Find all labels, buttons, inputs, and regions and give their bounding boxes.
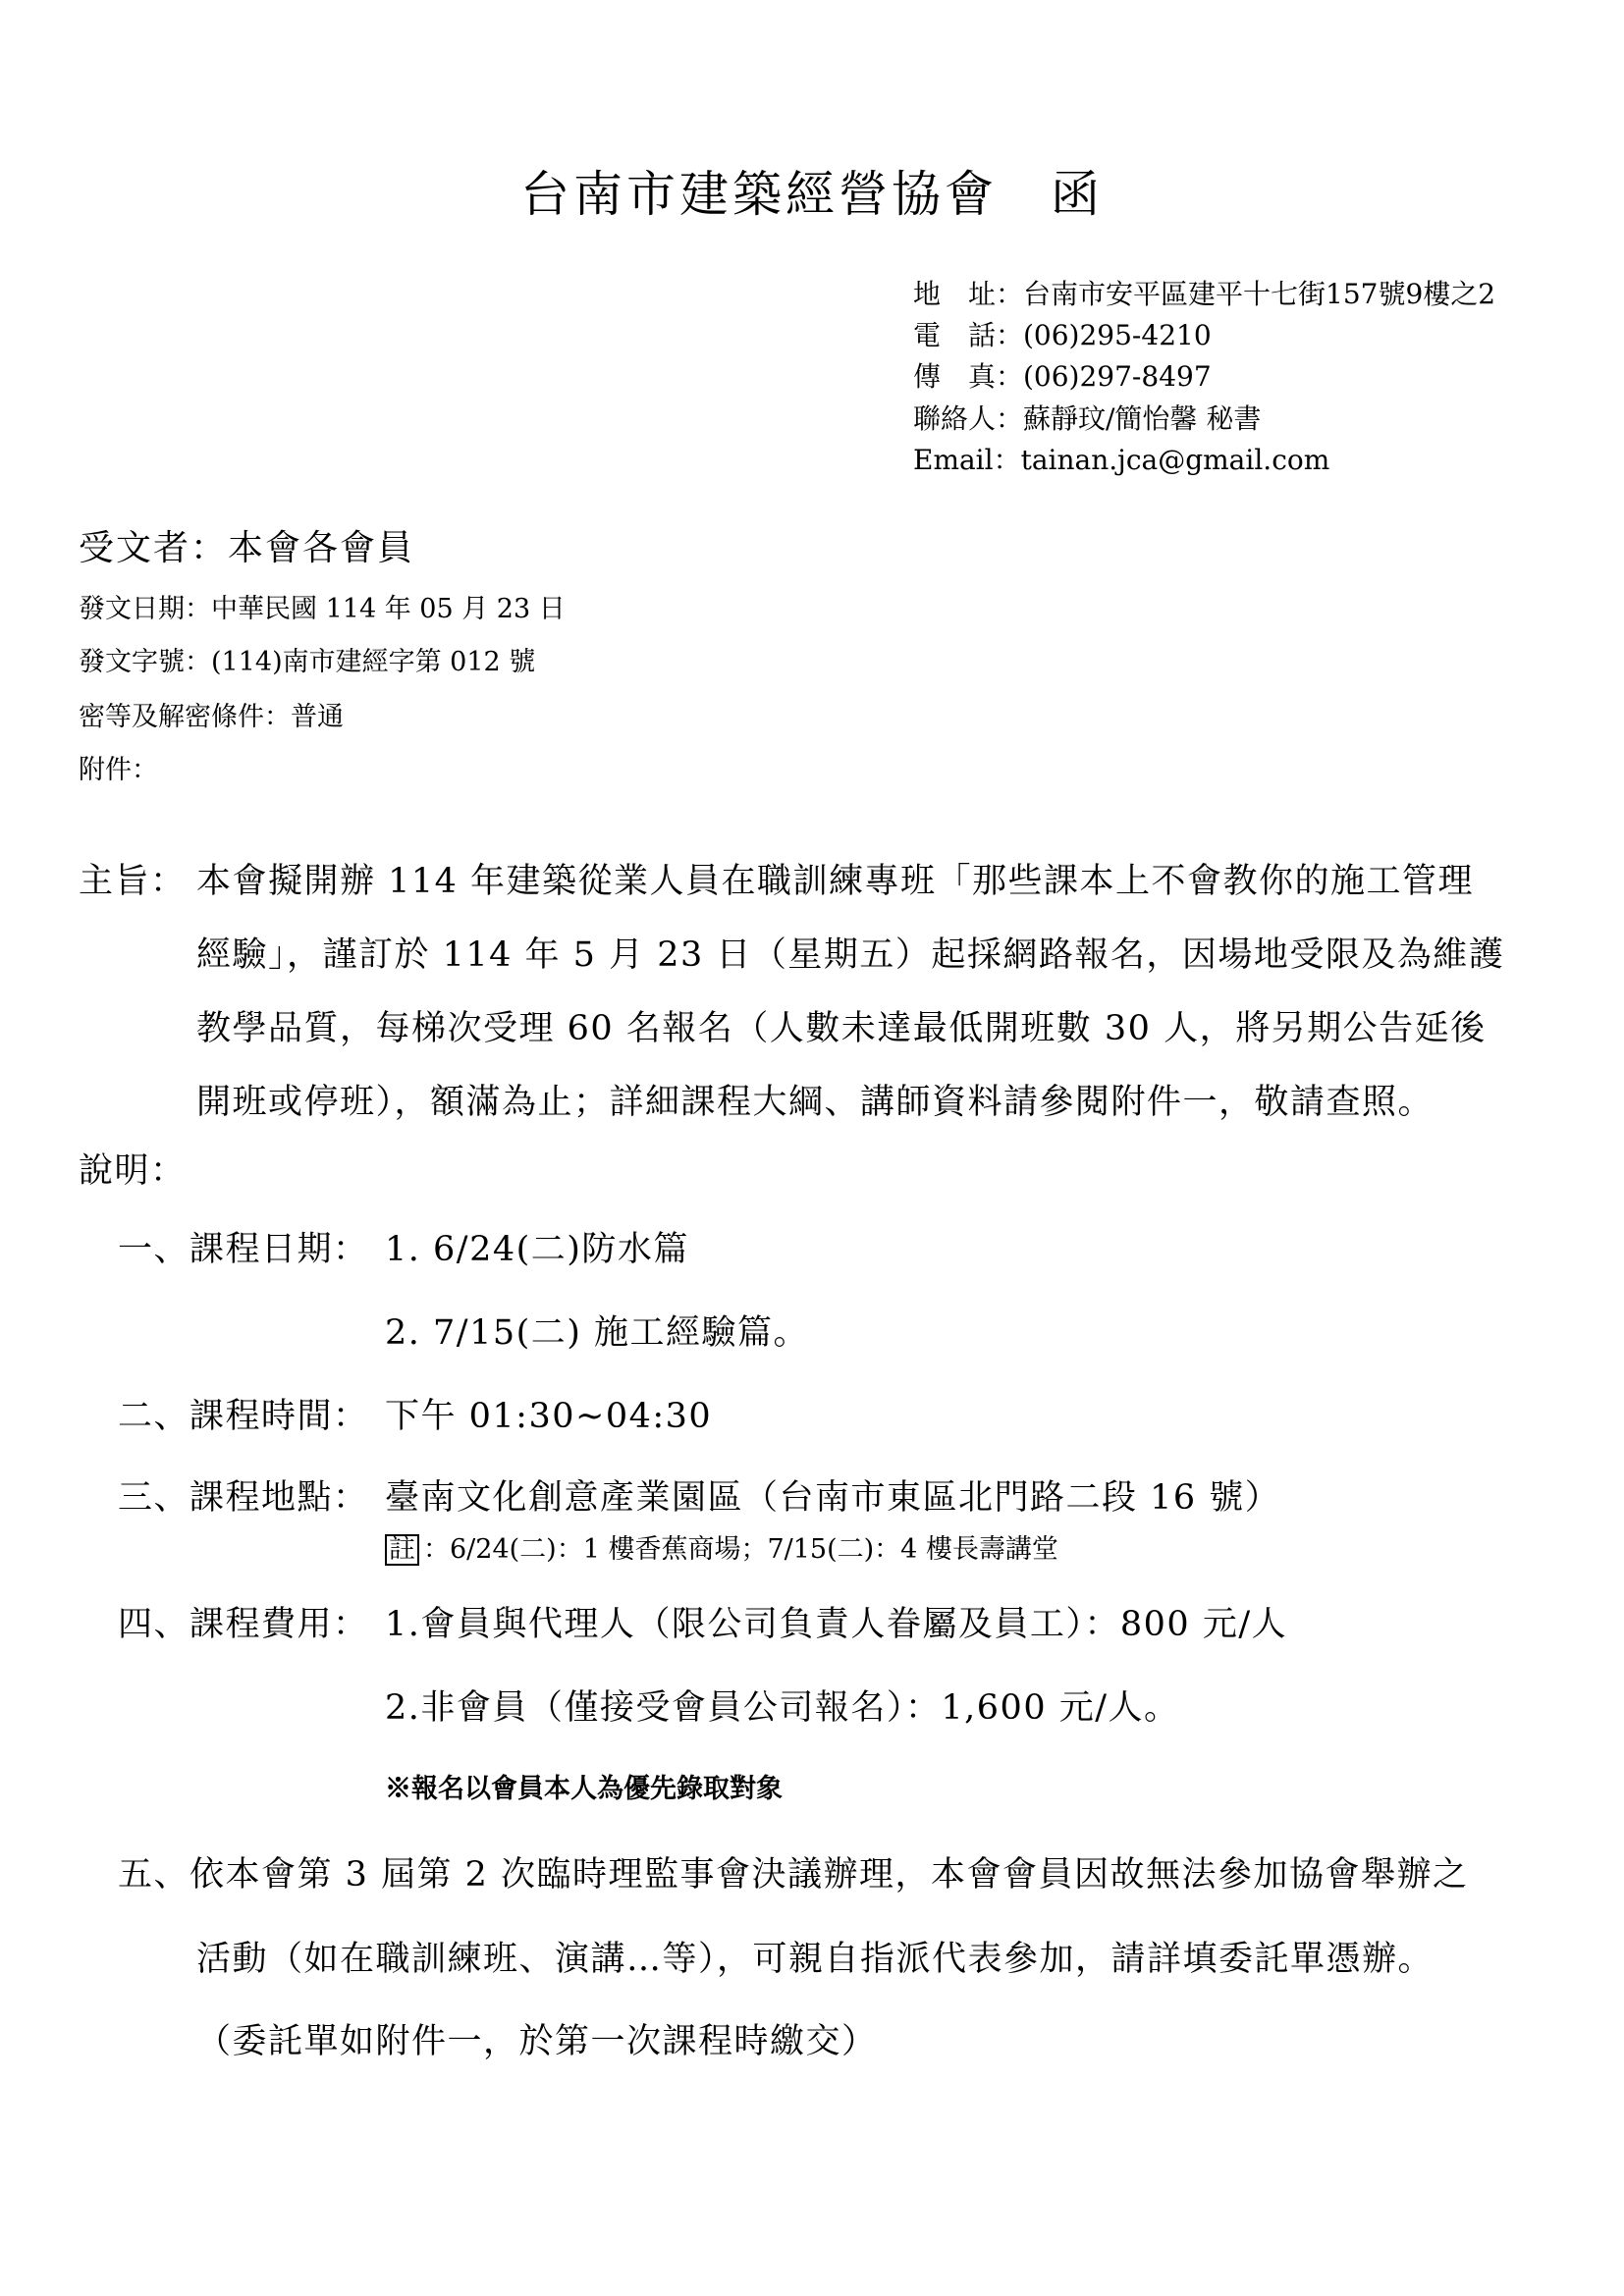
note-mark: 註	[385, 1534, 419, 1566]
course-place: 臺南文化創意產業園區（台南市東區北門路二段 16 號）	[385, 1478, 1281, 1518]
attachment-label: 附件：	[79, 755, 158, 785]
item-five-line: 五、依本會第 3 屆第 2 次臨時理監事會決議辦理，本會會員因故無法參加協會舉辦之	[118, 1855, 1469, 1895]
document-number: 發文字號：(114)南市建經字第 012 號	[79, 647, 536, 677]
course-date-1: 1. 6/24(二)防水篇	[385, 1230, 689, 1269]
course-date-2: 2. 7/15(二) 施工經驗篇。	[385, 1313, 810, 1353]
letter-title: 台南市建築經營協會 函	[520, 166, 1104, 223]
course-place-label: 三、課程地點：	[118, 1478, 369, 1518]
item-five-line: 活動（如在職訓練班、演講…等），可親自指派代表參加，請詳填委託單憑辦。	[196, 1940, 1435, 1979]
contact-address: 地 址：台南市安平區建平十七街157號9樓之2	[913, 278, 1496, 310]
contact-email: Email：tainan.jca@gmail.com	[913, 444, 1330, 476]
item-five-line: （委託單如附件一，於第一次課程時繳交）	[196, 2022, 878, 2061]
course-time-label: 二、課程時間：	[118, 1397, 369, 1436]
course-time: 下午 01:30~04:30	[385, 1397, 713, 1436]
contact-phone: 電 話：(06)295-4210	[913, 319, 1212, 351]
subject-line: 教學品質，每梯次受理 60 名報名（人數未達最低開班數 30 人，將另期公告延後	[196, 1009, 1487, 1048]
course-fee-2: 2.非會員（僅接受會員公司報名）：1,600 元/人。	[385, 1688, 1180, 1728]
contact-person: 聯絡人：蘇靜玟/簡怡馨 秘書	[913, 402, 1262, 435]
secrecy-level: 密等及解密條件：普通	[79, 702, 344, 732]
recipient: 受文者：本會各會員	[79, 528, 415, 568]
issue-date: 發文日期：中華民國 114 年 05 月 23 日	[79, 594, 566, 624]
subject-line: 本會擬開辦 114 年建築從業人員在職訓練專班「那些課本上不會教你的施工管理	[196, 862, 1475, 901]
subject-line: 經驗」，謹訂於 114 年 5 月 23 日（星期五）起採網路報名，因場地受限及為維護	[196, 935, 1505, 975]
note-text: ：6/24(二)：1 樓香蕉商場；7/15(二)：4 樓長壽講堂	[423, 1534, 1058, 1565]
explanation-label: 說明：	[79, 1151, 187, 1191]
course-fee-1: 1.會員與代理人（限公司負責人眷屬及員工）：800 元/人	[385, 1605, 1288, 1644]
course-place-note	[385, 1527, 1058, 1566]
fee-notice: ※報名以會員本人為優先錄取對象	[385, 1774, 783, 1804]
course-date-label: 一、課程日期：	[118, 1230, 369, 1269]
subject-line: 開班或停班），額滿為止；詳細課程大綱、講師資料請參閱附件一，敬請查照。	[196, 1083, 1435, 1122]
course-fee-label: 四、課程費用：	[118, 1605, 369, 1644]
subject-label: 主旨：	[79, 862, 187, 901]
contact-fax: 傳 真：(06)297-8497	[913, 360, 1212, 393]
